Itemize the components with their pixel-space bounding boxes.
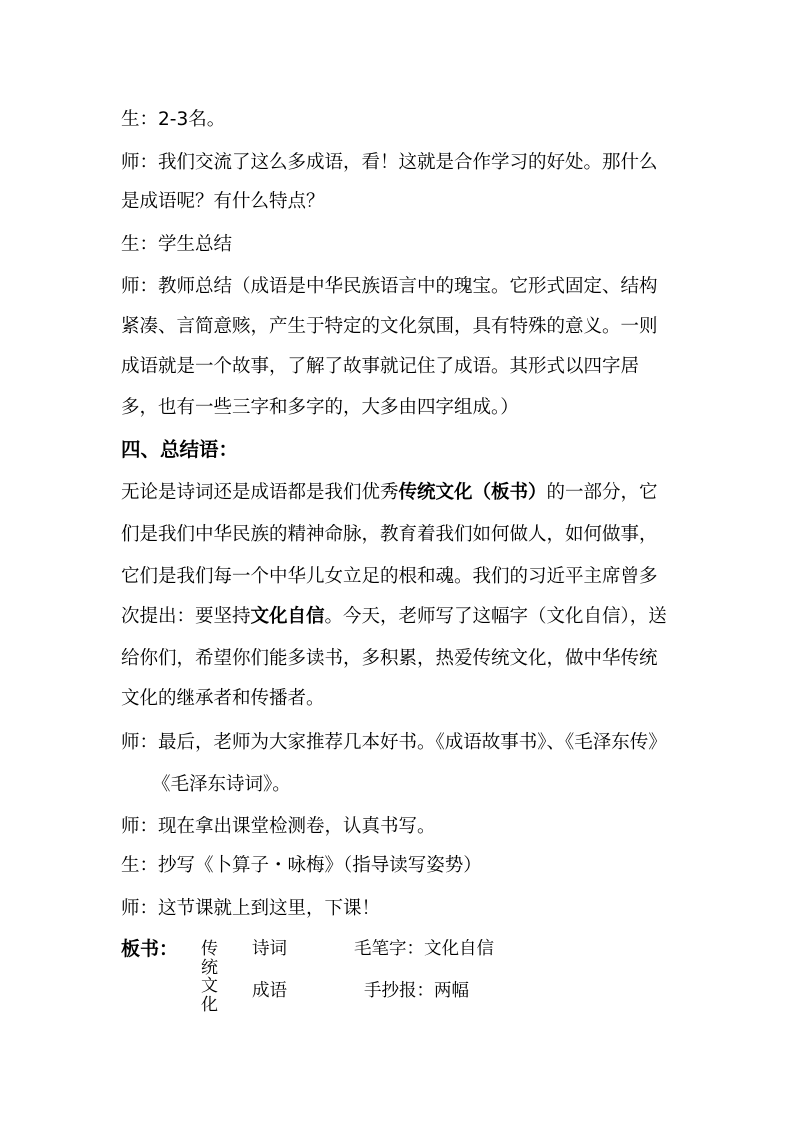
board-char: 化 — [201, 994, 218, 1015]
dialog-line: 师：最后，老师为大家推荐几本好书。《成语故事书》、《毛泽东传》 — [121, 732, 667, 753]
paragraph-line: 们是我们中华民族的精神命脉，教育着我们如何做人，如何做事， — [121, 524, 658, 545]
dialog-line: 生：抄写《卜算子・咏梅》（指导读写姿势） — [121, 855, 482, 876]
text-line: 紧凑、言简意赅，产生于特定的文化氛围，具有特殊的意义。一则 — [121, 316, 658, 337]
paragraph-text: 的一部分，它 — [546, 482, 658, 503]
text-line: 师：我们交流了这么多成语，看！这就是合作学习的好处。那什么 — [121, 152, 658, 173]
paragraph-text: 次提出：要坚持 — [121, 606, 251, 627]
text-line: 成语就是一个故事，了解了故事就记住了成语。其形式以四字居 — [121, 356, 640, 377]
paragraph-line — [121, 481, 658, 505]
paragraph-line: 给你们，希望你们能多读书，多积累，热爱传统文化，做中华传统 — [121, 648, 658, 669]
text-line: 是成语呢？有什么特点？ — [121, 191, 325, 212]
emphasis-text: 文化自信 — [250, 606, 325, 627]
board-char: 传 — [201, 939, 218, 959]
text-line: 生：学生总结 — [121, 234, 233, 255]
emphasis-text: 传统文化（板书） — [398, 482, 547, 503]
text-line: 多，也有一些三字和多字的，大多由四字组成。） — [121, 397, 519, 418]
section-heading: 四、总结语： — [121, 438, 239, 461]
text-line: 生：2-3名。 — [121, 109, 226, 130]
paragraph-line — [121, 605, 667, 629]
board-vertical-text — [201, 940, 221, 1014]
board-item-poetry: 诗词 — [252, 939, 287, 959]
dialog-line: 《毛泽东诗词》。 — [152, 774, 291, 795]
paragraph-line: 它们是我们每一个中华儿女立足的根和魂。我们的习近平主席曾多 — [121, 566, 658, 587]
board-item-idiom: 成语 — [252, 981, 287, 1001]
paragraph-text: 。今天，老师写了这幅字（文化自信），送 — [324, 606, 667, 627]
dialog-line: 师：这节课就上到这里，下课！ — [121, 898, 381, 919]
board-item-handcopy: 手抄报：两幅 — [364, 981, 469, 1001]
text-line: 师：教师总结（成语是中华民族语言中的瑰宝。它形式固定、结构 — [121, 276, 658, 297]
board-label: 板书： — [121, 938, 179, 960]
paragraph-text: 无论是诗词还是成语都是我们优秀 — [121, 482, 399, 503]
paragraph-line: 文化的继承者和传播者。 — [121, 688, 325, 709]
board-item-calligraphy: 毛笔字：文化自信 — [354, 939, 494, 959]
board-char: 统 — [201, 957, 218, 978]
dialog-line: 师：现在拿出课堂检测卷，认真书写。 — [121, 816, 436, 837]
board-char: 文 — [201, 976, 218, 996]
